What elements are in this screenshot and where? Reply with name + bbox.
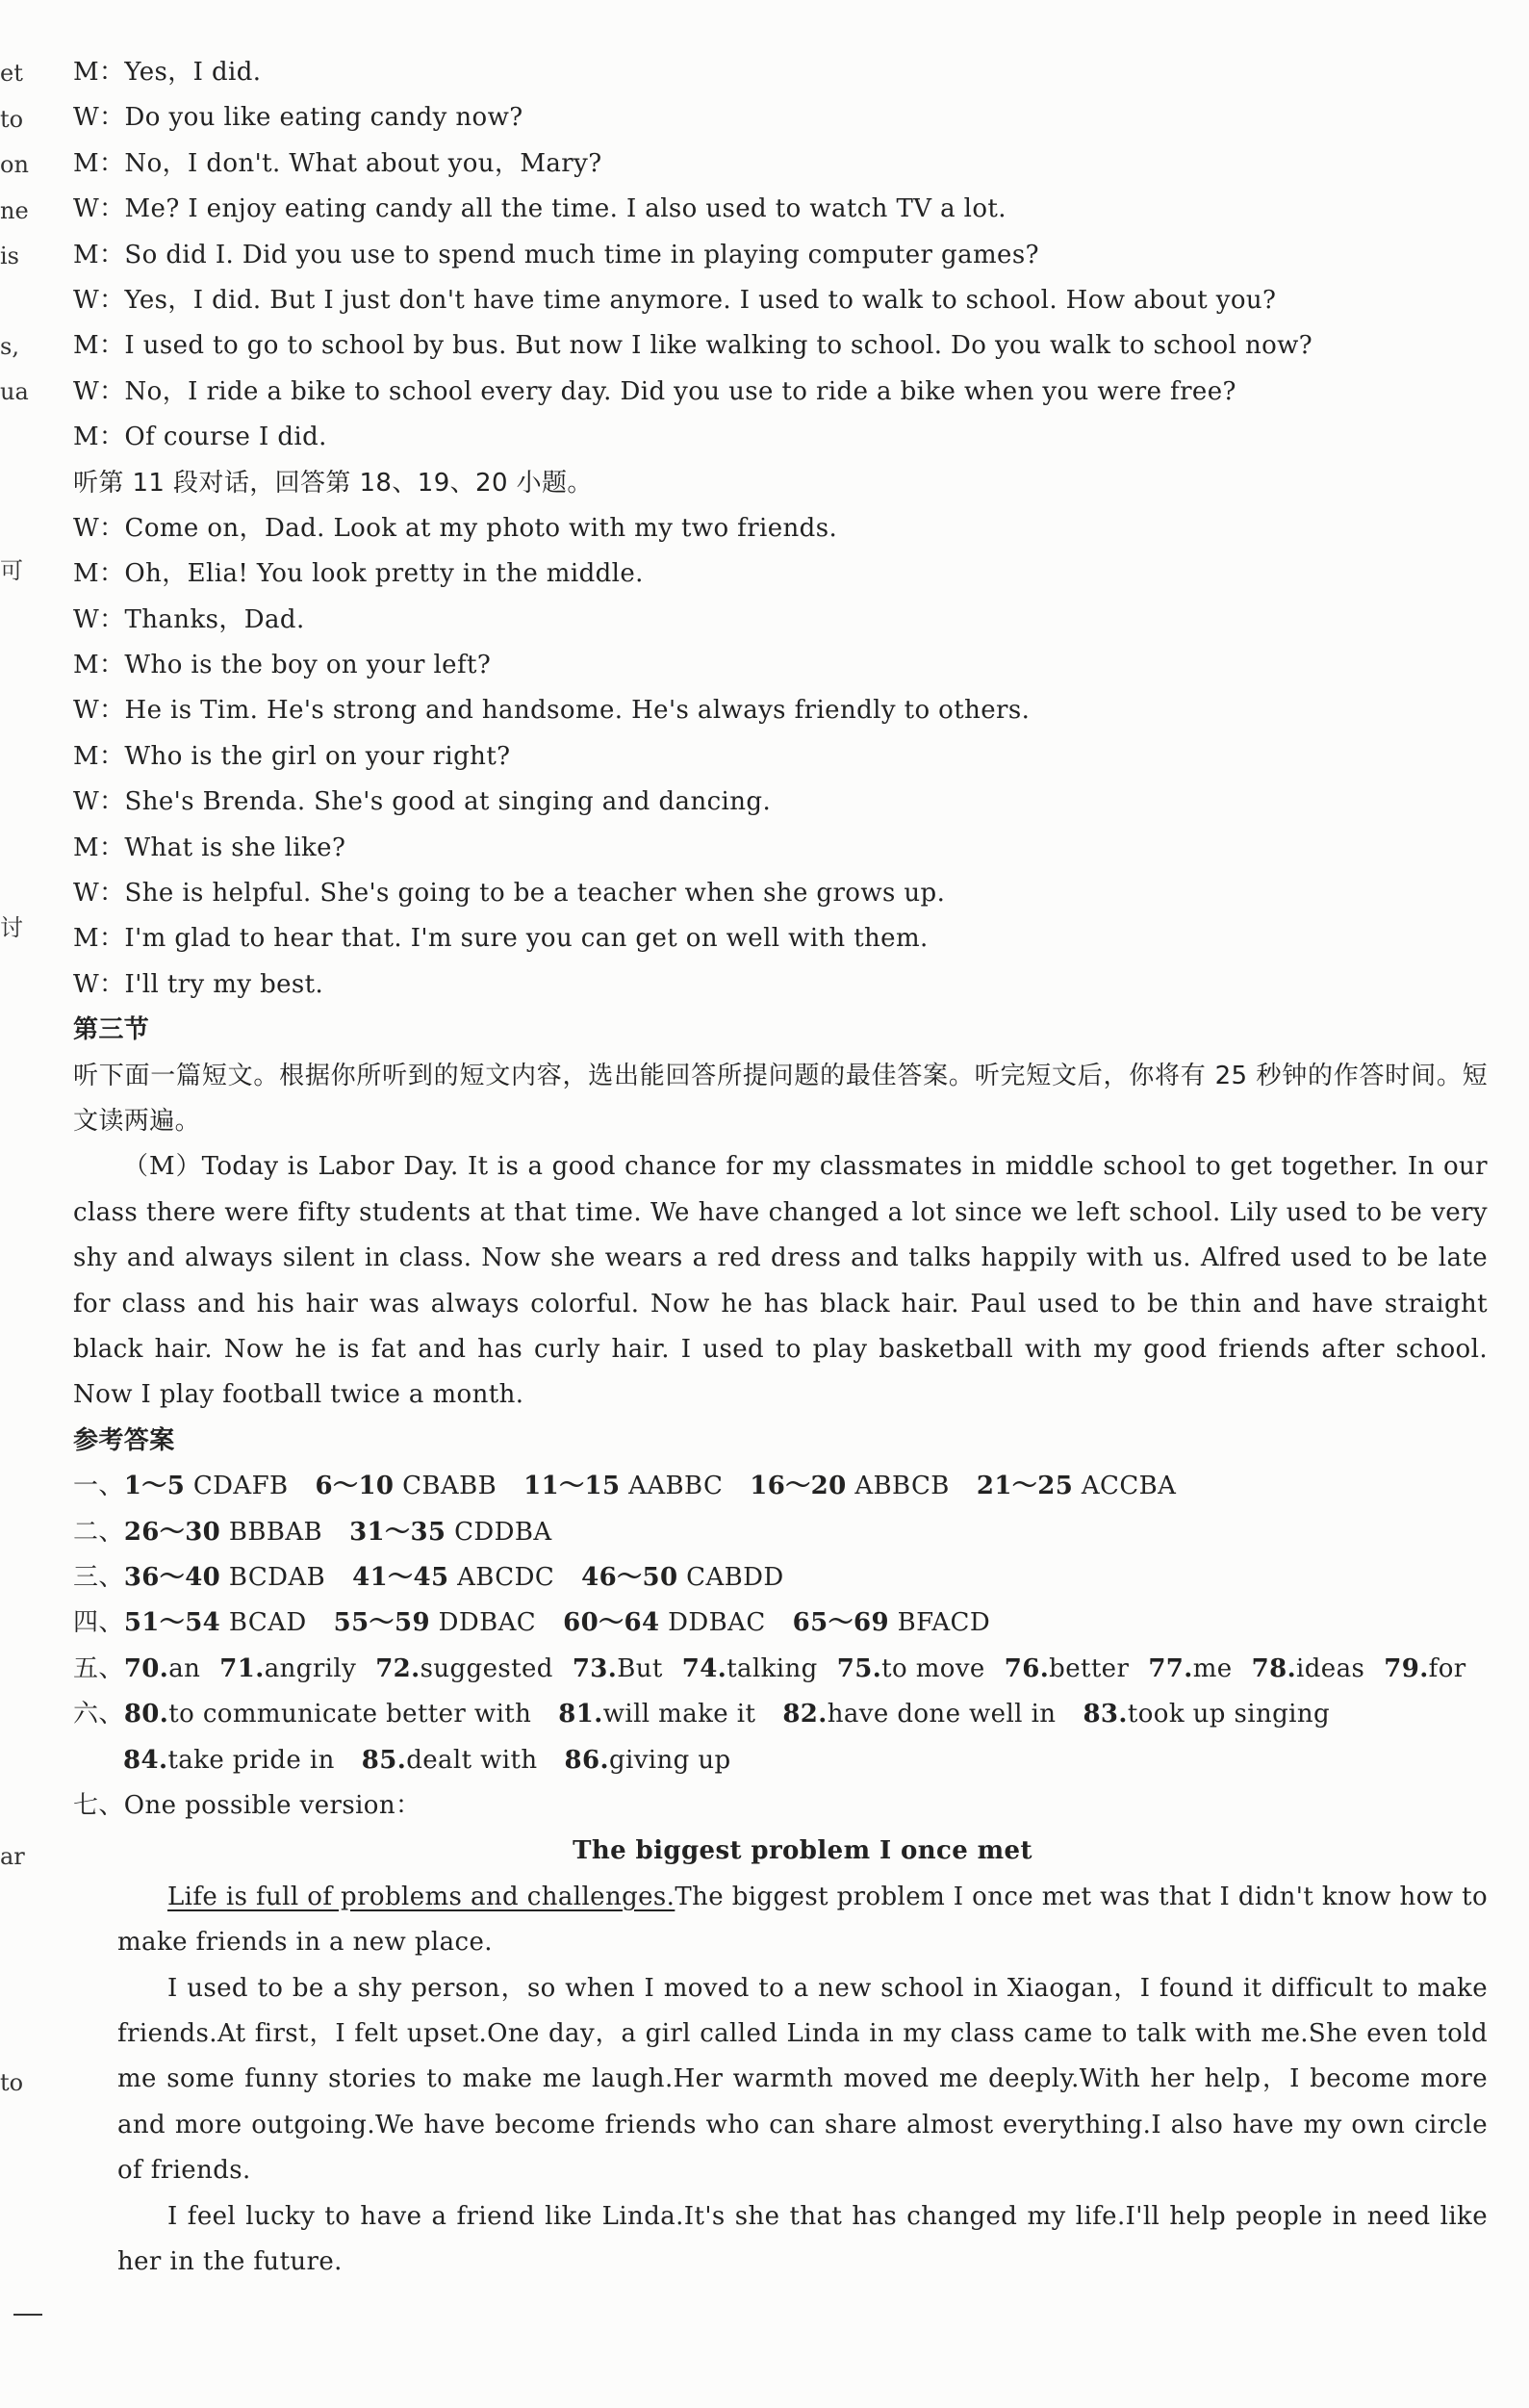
- answer-group: [782, 1700, 1056, 1729]
- answer-number: 74.: [681, 1653, 727, 1683]
- answer-value: to communicate better with: [168, 1700, 532, 1729]
- edge-fragment: ua: [0, 378, 29, 405]
- edge-fragment: on: [0, 151, 29, 178]
- answer-number: 46～50: [581, 1563, 678, 1593]
- answer-row: [73, 1555, 1488, 1601]
- dialogue-line: M：What is she like?: [73, 833, 346, 862]
- dialogue-line: W：She's Brenda. She's good at singing and dancing.: [73, 787, 772, 817]
- dialogue-line: M：Oh，Elia! You look pretty in the middle.: [73, 559, 644, 589]
- answer-group: [837, 1654, 985, 1683]
- answer-number: 72.: [375, 1653, 420, 1683]
- edge-fragment: is: [0, 243, 19, 269]
- answer-group: [334, 1608, 537, 1637]
- dialogue-line: W：Come on，Dad. Look at my photo with my two friends.: [73, 513, 838, 543]
- answer-row: [73, 1738, 1488, 1783]
- answer-value: ACCBA: [1081, 1472, 1177, 1501]
- answer-group: [563, 1608, 766, 1637]
- dialogue-line: M：I'm glad to hear that. I'm sure you can get on well with them.: [73, 924, 929, 954]
- page-footer-mark: [13, 2314, 42, 2316]
- answer-value: me: [1192, 1653, 1233, 1683]
- dialogue-line: M：Who is the boy on your left?: [73, 651, 492, 680]
- answer-number: 81.: [558, 1700, 603, 1729]
- dialogue-line: M：Who is the girl on your right?: [73, 741, 511, 771]
- answer-value: an: [168, 1653, 201, 1683]
- answer-group: [1252, 1654, 1365, 1683]
- dialogue-line: W：Thanks，Dad.: [73, 604, 305, 634]
- answer-number: 80.: [123, 1700, 169, 1729]
- answer-number: 79.: [1384, 1653, 1429, 1683]
- answer-group: [219, 1654, 356, 1683]
- dialogue-line: W：No，I ride a bike to school every day. Did you use to ride a bike when you were free?: [73, 376, 1236, 406]
- answer-number: 31～35: [349, 1517, 446, 1547]
- dialogue-line: W：Me? I enjoy eating candy all the time. I also used to watch TV a lot.: [73, 194, 1007, 224]
- answer-value: BFACD: [897, 1608, 991, 1638]
- answer-value: CDAFB: [192, 1472, 289, 1501]
- answer-number: 77.: [1148, 1653, 1193, 1683]
- answer-value: BCDAB: [228, 1563, 326, 1593]
- edge-fragment: to: [0, 106, 24, 133]
- dialogue-line: W：Do you like eating candy now?: [73, 103, 523, 133]
- answer-group: [124, 1563, 325, 1592]
- answer-number: 83.: [1083, 1700, 1128, 1729]
- answer-group: [362, 1746, 538, 1775]
- answer-value: CABDD: [686, 1563, 784, 1593]
- document-page: [73, 50, 1488, 2285]
- answer-value: have done well in: [827, 1700, 1057, 1729]
- answer-number: 76.: [1004, 1653, 1050, 1683]
- answer-number: 1～5: [123, 1472, 186, 1501]
- essay-title: The biggest problem I once met: [573, 1836, 1032, 1866]
- answer-number: 6～10: [315, 1472, 395, 1501]
- answer-number: 36～40: [123, 1563, 221, 1593]
- answer-number: 51～54: [123, 1608, 221, 1638]
- answer-group: [977, 1472, 1177, 1500]
- answer-number: 85.: [361, 1745, 407, 1775]
- answer-value: CBABB: [402, 1472, 497, 1501]
- answer-number: 71.: [219, 1653, 265, 1683]
- edge-fragment: ar: [0, 1843, 25, 1870]
- answer-row-prefix: 三、: [73, 1563, 124, 1593]
- answer-group: [793, 1608, 990, 1637]
- section-11-heading: 听第 11 段对话，回答第 18、19、20 小题。: [73, 468, 593, 498]
- answer-value: giving up: [608, 1745, 731, 1775]
- answer-group: [1148, 1654, 1232, 1683]
- answer-group: [124, 1700, 531, 1729]
- answer-row: [73, 1464, 1488, 1509]
- answer-group: [565, 1746, 731, 1775]
- answer-number: 16～20: [750, 1472, 847, 1501]
- answer-number: 11～15: [523, 1472, 621, 1501]
- answer-group: [316, 1472, 497, 1500]
- answer-value: will make it: [602, 1700, 756, 1729]
- essay-paragraph-3: I feel lucky to have a friend like Linda.It's she that has changed my life.I'll help people in need like her in the future.: [117, 2201, 1488, 2276]
- essay-p1-rest: The biggest problem I once met was that I didn't know how to make friends in a new place.: [117, 1882, 1488, 1958]
- dialogue-line: W：She is helpful. She's going to be a teacher when she grows up.: [73, 879, 946, 909]
- part3-heading: 第三节: [73, 1015, 150, 1045]
- answer-value: suggested: [420, 1653, 553, 1683]
- answer-value: take pride in: [167, 1745, 335, 1775]
- sample-essay: [73, 1829, 1488, 2285]
- edge-fragment: s,: [0, 333, 19, 360]
- answer-row-prefix: 五、: [73, 1653, 124, 1683]
- answer-row-prefix: 四、: [73, 1608, 124, 1638]
- answer-group: [1083, 1700, 1330, 1729]
- answer-group: [750, 1472, 950, 1500]
- answer-value: ideas: [1296, 1653, 1365, 1683]
- answer-number: 60～64: [563, 1608, 660, 1638]
- dialogue-11: [73, 506, 1488, 1008]
- answer-group: [682, 1654, 818, 1683]
- answer-value: better: [1049, 1653, 1130, 1683]
- answer-value: took up singing: [1127, 1700, 1331, 1729]
- writing-intro: 七、One possible version：: [73, 1790, 421, 1820]
- answer-value: BBBAB: [228, 1517, 323, 1547]
- answer-row: [73, 1601, 1488, 1646]
- dialogue-line: M：Of course I did.: [73, 423, 327, 452]
- answer-row-prefix: 六、: [73, 1700, 124, 1729]
- dialogue-line: M：Yes，I did.: [73, 58, 262, 87]
- answer-value: talking: [726, 1653, 818, 1683]
- answer-group: [581, 1563, 784, 1592]
- answer-row: [73, 1692, 1488, 1737]
- dialogue-line: W：He is Tim. He's strong and handsome. He's always friendly to others.: [73, 696, 1031, 726]
- answer-value: DDBAC: [668, 1608, 766, 1638]
- answer-group: [1005, 1654, 1130, 1683]
- answer-group: [124, 1608, 307, 1637]
- answer-number: 78.: [1251, 1653, 1297, 1683]
- answer-number: 41～45: [352, 1563, 449, 1593]
- answer-number: 70.: [123, 1653, 169, 1683]
- dialogue-line: M：No，I don't. What about you，Mary?: [73, 148, 602, 178]
- answer-number: 55～59: [333, 1608, 430, 1638]
- answer-row: [73, 1510, 1488, 1555]
- answer-number: 75.: [836, 1653, 882, 1683]
- dialogue-line: M：So did I. Did you use to spend much time in playing computer games?: [73, 240, 1039, 269]
- answer-value: ABCDC: [457, 1563, 555, 1593]
- answer-value: But: [617, 1653, 663, 1683]
- answer-number: 26～30: [123, 1517, 221, 1547]
- answer-value: dealt with: [406, 1745, 538, 1775]
- answer-key: [73, 1464, 1488, 1783]
- answer-group: [124, 1654, 200, 1683]
- answer-group: [352, 1563, 554, 1592]
- answer-group: [123, 1746, 335, 1775]
- answer-value: DDBAC: [438, 1608, 537, 1638]
- answer-row-prefix: 二、: [73, 1517, 124, 1547]
- answers-heading: 参考答案: [73, 1425, 175, 1455]
- answer-row: [73, 1647, 1488, 1692]
- answer-value: for: [1428, 1653, 1466, 1683]
- dialogue-line: W：I'll try my best.: [73, 969, 324, 999]
- answer-value: CDDBA: [454, 1517, 552, 1547]
- answer-value: AABBC: [628, 1472, 724, 1501]
- essay-paragraph-1: [117, 1875, 1488, 1966]
- answer-number: 73.: [572, 1653, 618, 1683]
- answer-number: 82.: [782, 1700, 828, 1729]
- listening-passage: （M）Today is Labor Day. It is a good chance for my classmates in middle school to get together. In our class there were fifty students at that time. We have changed a lot since we left school. Lily used to be very shy and always silent in class. Now she wears a red dress and talks happily with us. Alfred used to be late for class and his hair was always colorful. Now he has black hair. Paul used to be thin and have straight black hair. Now he is fat and has curly hair. I used to play basketball with my good friends after school. Now I play football twice a month.: [73, 1152, 1488, 1410]
- edge-fragment: to: [0, 2069, 24, 2096]
- dialogue-line: M：I used to go to school by bus. But now I like walking to school. Do you walk to school now?: [73, 331, 1313, 361]
- answer-group: [1384, 1654, 1465, 1683]
- answer-number: 21～25: [976, 1472, 1074, 1501]
- answer-group: [124, 1518, 322, 1547]
- dialogue-10: [73, 50, 1488, 461]
- essay-topic-sentence: Life is full of problems and challenges.: [167, 1882, 675, 1911]
- dialogue-line: W：Yes，I did. But I just don't have time anymore. I used to walk to school. How about you?: [73, 285, 1277, 315]
- answer-value: BCAD: [228, 1608, 307, 1638]
- edge-fragment: et: [0, 60, 23, 87]
- answer-value: ABBCB: [854, 1472, 950, 1501]
- answer-group: [558, 1700, 755, 1729]
- answer-group: [375, 1654, 553, 1683]
- answer-value: to move: [881, 1653, 985, 1683]
- essay-paragraph-2: I used to be a shy person，so when I moved to a new school in Xiaogan，I found it difficult to make friends.At first，I felt upset.One day，a girl called Linda in my class came to talk with me.She even told me some funny stories to make me laugh.Her warmth moved me deeply.With her help，I become more and more outgoing.We have become friends who can share almost everything.I also have my own circle of friends.: [117, 1973, 1488, 2186]
- answer-value: angrily: [264, 1653, 357, 1683]
- answer-number: 84.: [123, 1745, 168, 1775]
- answer-group: [523, 1472, 723, 1500]
- answer-row-prefix: 一、: [73, 1472, 124, 1501]
- answer-number: 86.: [564, 1745, 609, 1775]
- answer-group: [124, 1472, 289, 1500]
- edge-fragment: 可: [0, 557, 23, 584]
- answer-group: [573, 1654, 663, 1683]
- edge-fragment: 讨: [0, 914, 23, 941]
- answer-group: [349, 1518, 552, 1547]
- edge-fragment: ne: [0, 197, 29, 224]
- part3-instruction: 听下面一篇短文。根据你所听到的短文内容，选出能回答所提问题的最佳答案。听完短文后，你将有 25 秒钟的作答时间。短文读两遍。: [73, 1061, 1488, 1136]
- answer-number: 65～69: [792, 1608, 889, 1638]
